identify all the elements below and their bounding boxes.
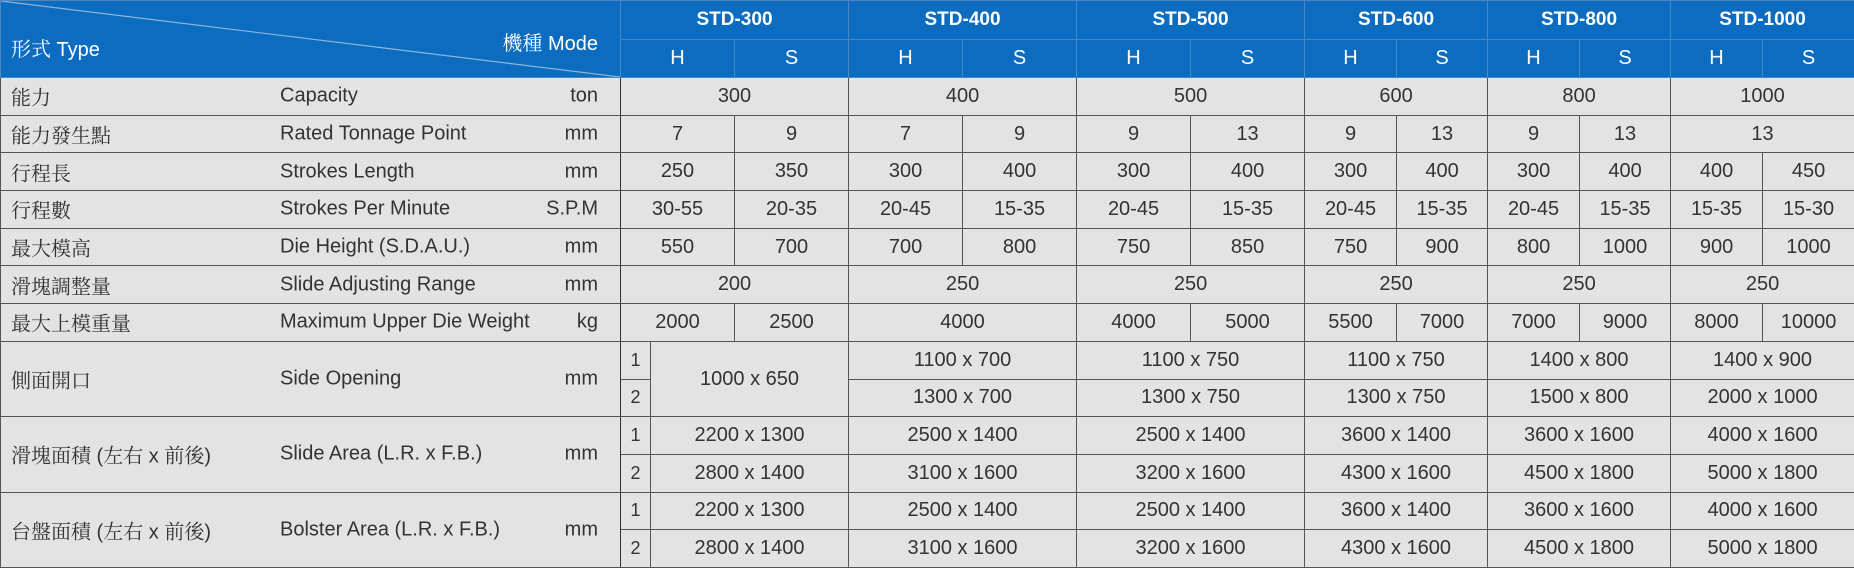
sub-s: S: [1763, 39, 1854, 78]
table-cell: 300: [1305, 153, 1397, 191]
label-cn: 側面開口: [11, 370, 91, 393]
table-cell: 1300 x 750: [1305, 379, 1488, 417]
row-strokes-per-minute: [1, 191, 1854, 229]
table-cell: 250: [849, 266, 1077, 304]
table-cell: 3100 x 1600: [849, 454, 1077, 492]
table-cell: 2500 x 1400: [1077, 417, 1305, 455]
row-strokes-length: [1, 153, 1854, 191]
label-en: Strokes Length: [280, 160, 415, 183]
row-label: [1, 115, 621, 153]
table-cell: 200: [621, 266, 849, 304]
table-cell: 1400 x 900: [1671, 341, 1854, 379]
table-cell: 3600 x 1600: [1488, 417, 1671, 455]
model-std-600: STD-600: [1305, 1, 1488, 40]
label-en: Die Height (S.D.A.U.): [280, 235, 471, 258]
table-cell: 2800 x 1400: [651, 454, 849, 492]
table-cell: 900: [1397, 228, 1488, 266]
row-label: [1, 78, 621, 116]
row-label: [1, 266, 621, 304]
table-cell: 13: [1580, 115, 1671, 153]
table-cell: 800: [963, 228, 1077, 266]
sub-h: H: [849, 39, 963, 78]
table-cell: 5000: [1191, 304, 1305, 342]
table-cell: 300: [1488, 153, 1580, 191]
table-cell: 2500 x 1400: [1077, 492, 1305, 530]
table-cell: 250: [621, 153, 735, 191]
label-cn: 滑塊調整量: [11, 276, 111, 299]
table-cell: 15-35: [1671, 191, 1763, 229]
table-cell: 20-35: [735, 191, 849, 229]
table-cell: 850: [1191, 228, 1305, 266]
table-cell: 750: [1305, 228, 1397, 266]
label-en: Slide Adjusting Range: [280, 273, 476, 296]
table-cell: 250: [1671, 266, 1854, 304]
table-cell: 3600 x 1600: [1488, 492, 1671, 530]
sub-h: H: [1077, 39, 1191, 78]
table-cell: 2800 x 1400: [651, 530, 849, 568]
sub-s: S: [963, 39, 1077, 78]
table-cell: 20-45: [1488, 191, 1580, 229]
table-cell: 7000: [1488, 304, 1580, 342]
table-cell: 300: [621, 78, 849, 116]
label-unit: mm: [564, 235, 598, 258]
table-cell: 1000: [1763, 228, 1854, 266]
table-cell: 2500: [735, 304, 849, 342]
corner-header: [1, 1, 621, 78]
table-cell: 350: [735, 153, 849, 191]
label-unit: ton: [570, 84, 598, 107]
table-cell: 9: [1305, 115, 1397, 153]
label-en: Capacity: [280, 84, 358, 107]
table-cell: 15-30: [1763, 191, 1854, 229]
table-cell: 9000: [1580, 304, 1671, 342]
table-cell: 7000: [1397, 304, 1488, 342]
table-cell: 400: [1671, 153, 1763, 191]
row-label: [1, 304, 621, 342]
option-index: 2: [621, 530, 651, 568]
label-en: Slide Area (L.R. x F.B.): [280, 442, 483, 465]
table-cell: 300: [1077, 153, 1191, 191]
table-cell: 4000 x 1600: [1671, 492, 1854, 530]
row-label: [1, 492, 621, 567]
row-upper-die-weight: [1, 304, 1854, 342]
model-std-1000: STD-1000: [1671, 1, 1854, 40]
table-cell: 13: [1191, 115, 1305, 153]
label-cn: 台盤面積 (左右 x 前後): [11, 521, 211, 544]
mode-label: 機種 Mode: [502, 33, 598, 55]
label-cn: 能力發生點: [11, 125, 111, 148]
table-cell: 2000: [621, 304, 735, 342]
table-cell: 4000 x 1600: [1671, 417, 1854, 455]
table-cell: 7: [621, 115, 735, 153]
table-cell: 9: [735, 115, 849, 153]
table-cell: 7: [849, 115, 963, 153]
table-cell: 4300 x 1600: [1305, 454, 1488, 492]
label-unit: mm: [564, 273, 598, 296]
table-cell: 400: [963, 153, 1077, 191]
label-unit: mm: [564, 160, 598, 183]
row-label: [1, 153, 621, 191]
label-cn: 滑塊面積 (左右 x 前後): [11, 445, 211, 468]
table-cell: 600: [1305, 78, 1488, 116]
table-cell: 3100 x 1600: [849, 530, 1077, 568]
table-cell: 4000: [1077, 304, 1191, 342]
row-rated-tonnage-point: [1, 115, 1854, 153]
label-en: Bolster Area (L.R. x F.B.): [280, 518, 501, 541]
label-cn: 能力: [11, 87, 51, 110]
option-index: 1: [621, 492, 651, 530]
row-bolster-area-1: [1, 492, 1854, 530]
option-index: 2: [621, 379, 651, 417]
table-cell: 5500: [1305, 304, 1397, 342]
table-cell: 550: [621, 228, 735, 266]
label-cn: 最大模高: [11, 238, 91, 261]
row-label: [1, 228, 621, 266]
option-index: 1: [621, 417, 651, 455]
table-cell: 300: [849, 153, 963, 191]
row-slide-adjusting-range: [1, 266, 1854, 304]
table-cell: 20-45: [1305, 191, 1397, 229]
model-std-400: STD-400: [849, 1, 1077, 40]
sub-s: S: [1191, 39, 1305, 78]
table-cell: 5000 x 1800: [1671, 530, 1854, 568]
table-cell: 8000: [1671, 304, 1763, 342]
table-cell: 4500 x 1800: [1488, 454, 1671, 492]
table-cell: 1400 x 800: [1488, 341, 1671, 379]
option-index: 2: [621, 454, 651, 492]
table-cell: 4300 x 1600: [1305, 530, 1488, 568]
model-std-800: STD-800: [1488, 1, 1671, 40]
table-cell: 400: [1580, 153, 1671, 191]
table-cell: 20-45: [1077, 191, 1191, 229]
sub-s: S: [735, 39, 849, 78]
table-cell: 400: [849, 78, 1077, 116]
row-side-opening-1: [1, 341, 1854, 379]
table-cell: 400: [1191, 153, 1305, 191]
table-cell: 1300 x 700: [849, 379, 1077, 417]
header-model-row: [1, 1, 1854, 40]
table-cell: 13: [1397, 115, 1488, 153]
table-cell: 15-35: [1191, 191, 1305, 229]
table-cell: 4000: [849, 304, 1077, 342]
label-unit: mm: [564, 367, 598, 390]
table-cell: 9: [1488, 115, 1580, 153]
table-cell: 15-35: [1397, 191, 1488, 229]
table-cell: 1000: [1671, 78, 1854, 116]
table-cell: 9: [963, 115, 1077, 153]
table-cell: 2000 x 1000: [1671, 379, 1854, 417]
table-cell: 2200 x 1300: [651, 417, 849, 455]
label-en: Strokes Per Minute: [280, 197, 451, 220]
table-cell: 15-35: [1580, 191, 1671, 229]
row-die-height: [1, 228, 1854, 266]
model-std-500: STD-500: [1077, 1, 1305, 40]
table-cell: 15-35: [963, 191, 1077, 229]
sub-h: H: [621, 39, 735, 78]
sub-h: H: [1671, 39, 1763, 78]
label-cn: 最大上模重量: [11, 313, 131, 336]
table-cell: 3600 x 1400: [1305, 417, 1488, 455]
table-cell: 1500 x 800: [1488, 379, 1671, 417]
sub-h: H: [1488, 39, 1580, 78]
type-label: 形式 Type: [11, 39, 100, 61]
label-unit: mm: [564, 122, 598, 145]
table-cell: 9: [1077, 115, 1191, 153]
table-cell: 1100 x 750: [1305, 341, 1488, 379]
table-cell: 900: [1671, 228, 1763, 266]
table-cell: 450: [1763, 153, 1854, 191]
table-cell: 750: [1077, 228, 1191, 266]
table-cell: 30-55: [621, 191, 735, 229]
label-unit: S.P.M: [546, 197, 598, 220]
table-cell: 2500 x 1400: [849, 417, 1077, 455]
table-cell: 400: [1397, 153, 1488, 191]
label-cn: 行程數: [11, 200, 71, 223]
label-unit: mm: [564, 442, 598, 465]
table-cell: 1100 x 750: [1077, 341, 1305, 379]
table-cell: 250: [1077, 266, 1305, 304]
table-cell: 20-45: [849, 191, 963, 229]
table-cell: 1000: [1580, 228, 1671, 266]
row-slide-area-1: [1, 417, 1854, 455]
sub-s: S: [1580, 39, 1671, 78]
option-index: 1: [621, 341, 651, 379]
row-label: [1, 417, 621, 492]
table-cell: 700: [735, 228, 849, 266]
table-cell: 2200 x 1300: [651, 492, 849, 530]
table-cell: 700: [849, 228, 963, 266]
table-cell: 1000 x 650: [651, 341, 849, 416]
table-cell: 3200 x 1600: [1077, 530, 1305, 568]
row-label: [1, 341, 621, 416]
table-cell: 5000 x 1800: [1671, 454, 1854, 492]
label-cn: 行程長: [11, 163, 71, 186]
label-unit: mm: [564, 518, 598, 541]
label-unit: kg: [576, 310, 598, 333]
table-cell: 500: [1077, 78, 1305, 116]
table-cell: 2500 x 1400: [849, 492, 1077, 530]
table-cell: 3200 x 1600: [1077, 454, 1305, 492]
table-cell: 800: [1488, 228, 1580, 266]
table-cell: 250: [1305, 266, 1488, 304]
label-en: Maximum Upper Die Weight: [280, 310, 530, 333]
table-cell: 13: [1671, 115, 1854, 153]
table-cell: 1300 x 750: [1077, 379, 1305, 417]
table-cell: 3600 x 1400: [1305, 492, 1488, 530]
table-cell: 1100 x 700: [849, 341, 1077, 379]
table-cell: 10000: [1763, 304, 1854, 342]
table-cell: 4500 x 1800: [1488, 530, 1671, 568]
model-std-300: STD-300: [621, 1, 849, 40]
row-label: [1, 191, 621, 229]
table-cell: 250: [1488, 266, 1671, 304]
table-cell: 800: [1488, 78, 1671, 116]
label-en: Rated Tonnage Point: [280, 122, 467, 145]
sub-h: H: [1305, 39, 1397, 78]
row-capacity: [1, 78, 1854, 116]
sub-s: S: [1397, 39, 1488, 78]
label-en: Side Opening: [280, 367, 402, 390]
